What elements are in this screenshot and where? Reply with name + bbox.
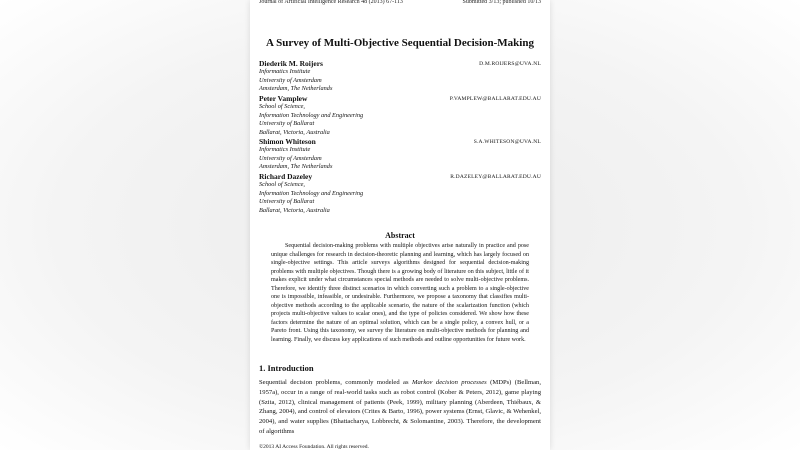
abstract-body: Sequential decision-making problems with multiple objectives arise naturally in practice and pose unique challenges for research in decision-theoretic planning and learning, which has largely focused on single-objective settings. This article surveys algorithms designed for sequential decision-making problems with multiple objectives. Though there is a growing body of literature on this subject, little of it makes explicit under what circumstances special methods are needed to solve multi-objective problems. Therefore, we identify three distinct scenarios in which converting such a problem to a single-objective one is impossible, infeasible, or undesirable. Furthermore, we propose a taxonomy that classifies multi-objective methods according to the applicable scenario, the nature of the scalarization function (which projects multi-objective values to scalar ones), and the type of policies considered. We show how these factors determine the nature of an optimal solution, which can be a single policy, a convex hull, or a Pareto front. Using this taxonomy, we survey the literature on multi-objective methods for planning and learning. Finally, we discuss key applications of such methods and outline opportunities for future work. bbox=[271, 243, 529, 343]
section-heading-introduction: 1. Introduction bbox=[259, 363, 314, 373]
author-name: Diederik M. Roijers bbox=[259, 59, 323, 68]
journal-header: Journal of Artificial Intelligence Research 48 (2013) 67-113 bbox=[259, 0, 403, 5]
author-affiliation: School of Science, Information Technology and Engineering University of Ballarat Ballarat, Victoria, Australia bbox=[259, 103, 364, 136]
author-affiliation: Informatics Institute University of Amsterdam Amsterdam, The Netherlands bbox=[259, 146, 333, 170]
author-name: Shimon Whiteson bbox=[259, 137, 316, 146]
copyright-footer: ©2013 AI Access Foundation. All rights reserved. bbox=[259, 444, 369, 450]
paper-title: A Survey of Multi-Objective Sequential Decision-Making bbox=[266, 37, 534, 49]
introduction-body: Sequential decision problems, commonly modeled as Markov decision processes (MDPs) (Bellman, 1957a), occur in a range of real-world tasks such as robot control (Kober & Peters, 2012), game playing (Szita, 2012), clinical management of patients (Peek, 1999), military planning (Aberdeen, Thiébaux, & Zhang, 2004), and control of elevators (Crites & Barto, 1996), power systems (Ernst, Glavic, & Wehenkel, 2004), and water supplies (Bhattacharya, Lobbrecht, & Solomantine, 2003). Therefore, the development of algorithms bbox=[259, 379, 541, 435]
author-email: D.M.ROIJERS@UVA.NL bbox=[479, 61, 541, 67]
author-email: P.VAMPLEW@BALLARAT.EDU.AU bbox=[449, 96, 541, 102]
submission-header: Submitted 3/13; published 10/13 bbox=[462, 0, 541, 5]
author-name: Peter Vamplew bbox=[259, 94, 308, 103]
paper-page bbox=[250, 0, 550, 450]
author-name: Richard Dazeley bbox=[259, 172, 313, 181]
author-affiliation: Informatics Institute University of Amsterdam Amsterdam, The Netherlands bbox=[259, 68, 333, 92]
author-affiliation: School of Science, Information Technology and Engineering University of Ballarat Ballarat, Victoria, Australia bbox=[259, 181, 364, 214]
abstract-heading: Abstract bbox=[385, 231, 415, 240]
author-email: R.DAZELEY@BALLARAT.EDU.AU bbox=[450, 174, 541, 180]
author-email: S.A.WHITESON@UVA.NL bbox=[473, 139, 541, 145]
